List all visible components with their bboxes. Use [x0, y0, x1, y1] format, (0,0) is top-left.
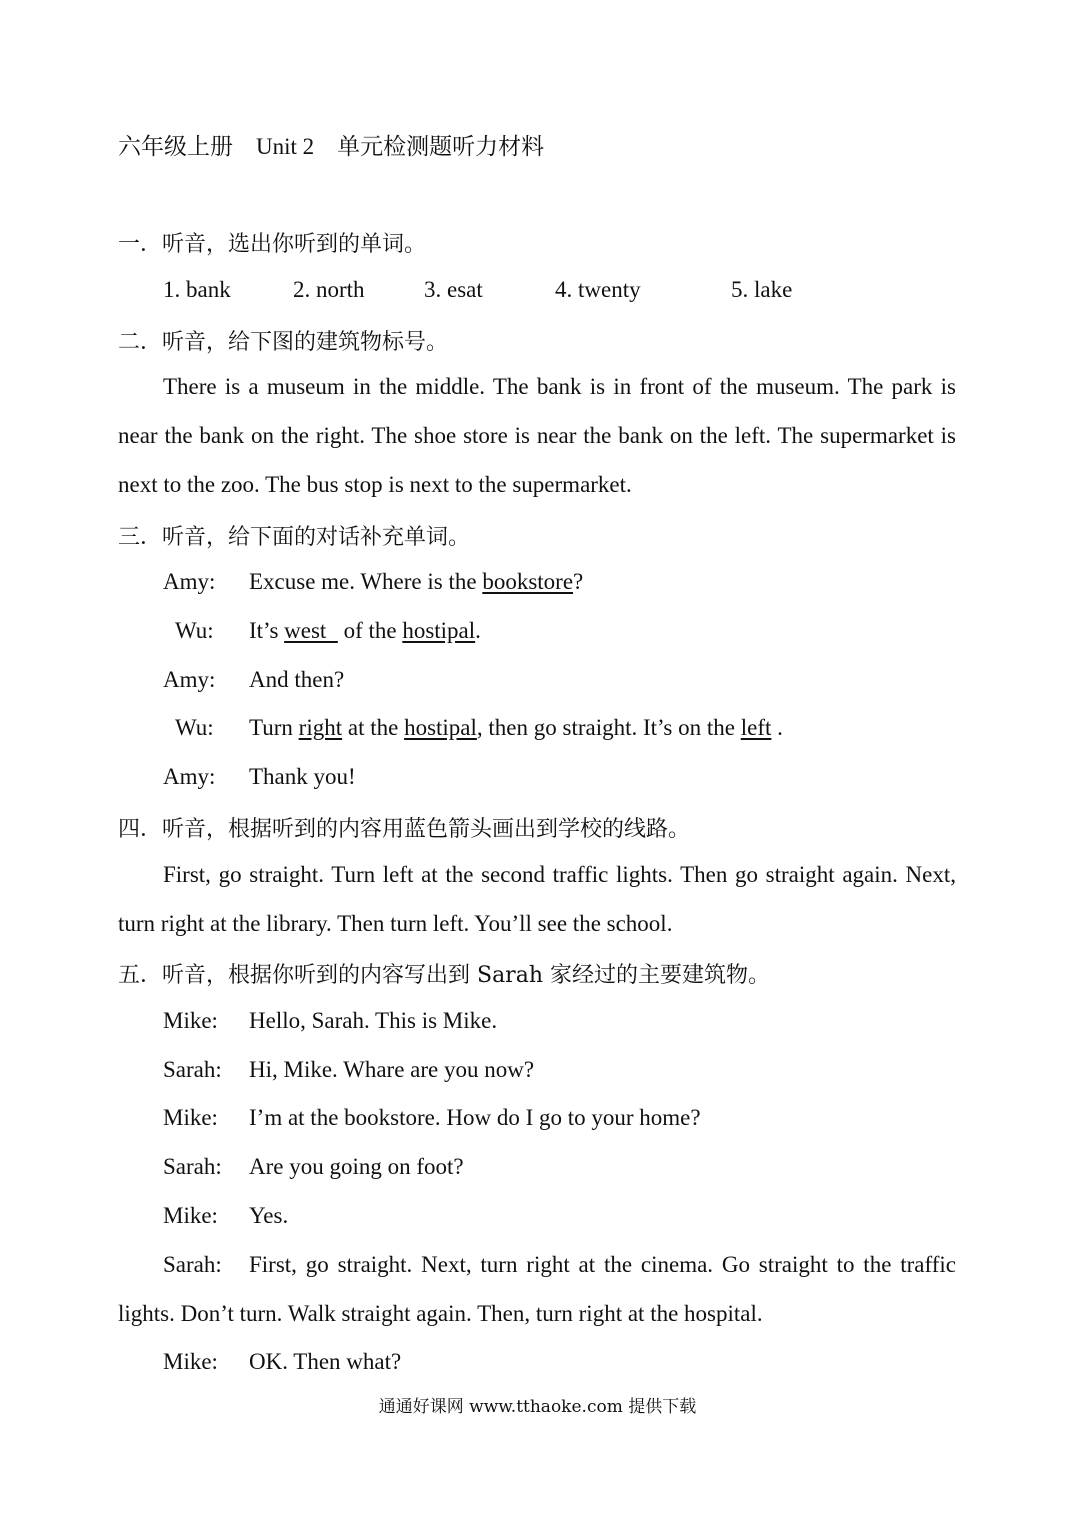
dialogue-line	[0, 1008, 1075, 1038]
answer-blank: west	[284, 618, 338, 643]
speaker-label: Mike:	[163, 1105, 218, 1130]
dialogue-text: Yes.	[249, 1203, 289, 1228]
dialogue-line	[0, 764, 1075, 794]
word-item: 2. north	[293, 277, 365, 302]
dialogue-text: Excuse me. Where is the bookstore?	[249, 569, 584, 594]
page-footer: 通通好课网 www.tthaoke.com 提供下载	[378, 1397, 697, 1417]
section-1-heading: 一．听音，选出你听到的单词。	[118, 232, 427, 257]
speaker-label: Amy:	[163, 569, 216, 594]
section-2-heading: 二．听音，给下图的建筑物标号。	[118, 330, 449, 355]
dialogue-text: OK. Then what?	[249, 1349, 402, 1374]
speaker-label: Sarah:	[163, 1154, 222, 1179]
dialogue-long-line	[118, 1240, 956, 1338]
speaker-label: Sarah:	[163, 1252, 222, 1277]
dialogue-text: It’s west of the hostipal.	[249, 618, 481, 643]
dialogue-text: Hi, Mike. Whare are you now?	[249, 1057, 535, 1082]
dialogue-line	[0, 569, 1075, 599]
dialogue-text: First, go straight. Next, turn right at the cinema. Go straight to the traffic lights. Don’t turn. Walk straight again. Then, turn right at the hospital.	[118, 1252, 956, 1326]
dialogue-line	[0, 1057, 1075, 1087]
dialogue-line	[0, 1203, 1075, 1233]
word-item: 5. lake	[731, 277, 793, 302]
document-title: 六年级上册 Unit 2 单元检测题听力材料	[118, 134, 545, 159]
section-2-paragraph: There is a museum in the middle. The bank is in front of the museum. The park is near the bank on the right. The shoe store is near the bank on the left. The supermarket is next to the zoo. The bus stop is next to the supermarket.	[118, 374, 956, 497]
speaker-label: Amy:	[163, 764, 216, 789]
answer-blank: hostipal	[402, 618, 476, 643]
section-4-heading: 四．听音，根据听到的内容用蓝色箭头画出到学校的线路。	[118, 817, 691, 842]
speaker-label: Wu:	[175, 618, 214, 643]
section-4-paragraph: First, go straight. Turn left at the second traffic lights. Then go straight again. Next, turn right at the library. Then turn left. You’ll see the school.	[118, 862, 956, 936]
dialogue-line	[0, 715, 1075, 745]
speaker-label: Mike:	[163, 1349, 218, 1374]
dialogue-line	[0, 1349, 1075, 1379]
word-item: 4. twenty	[555, 277, 641, 302]
speaker-label: Wu:	[175, 715, 214, 740]
answer-blank: right	[298, 715, 343, 740]
dialogue-text: I’m at the bookstore. How do I go to your home?	[249, 1105, 701, 1130]
answer-blank: left	[740, 715, 772, 740]
dialogue-text: And then?	[249, 667, 345, 692]
answer-blank: hostipal	[404, 715, 477, 740]
section-5-heading: 五．听音，根据你听到的内容写出到 Sarah 家经过的主要建筑物。	[118, 963, 770, 988]
dialogue-line	[0, 1105, 1075, 1135]
dialogue-text: Thank you!	[249, 764, 356, 789]
section-3-heading: 三．听音，给下面的对话补充单词。	[118, 525, 471, 550]
speaker-label: Mike:	[163, 1008, 218, 1033]
dialogue-text: Are you going on foot?	[249, 1154, 464, 1179]
word-item: 3. esat	[424, 277, 483, 302]
word-item: 1. bank	[163, 277, 231, 302]
dialogue-line	[0, 1154, 1075, 1184]
answer-blank: bookstore	[482, 569, 574, 594]
speaker-label: Amy:	[163, 667, 216, 692]
dialogue-line	[0, 618, 1075, 648]
dialogue-text: Turn right at the hostipal, then go straight. It’s on the left .	[249, 715, 783, 740]
speaker-label: Mike:	[163, 1203, 218, 1228]
speaker-label: Sarah:	[163, 1057, 222, 1082]
dialogue-text: Hello, Sarah. This is Mike.	[249, 1008, 498, 1033]
dialogue-line	[0, 667, 1075, 697]
